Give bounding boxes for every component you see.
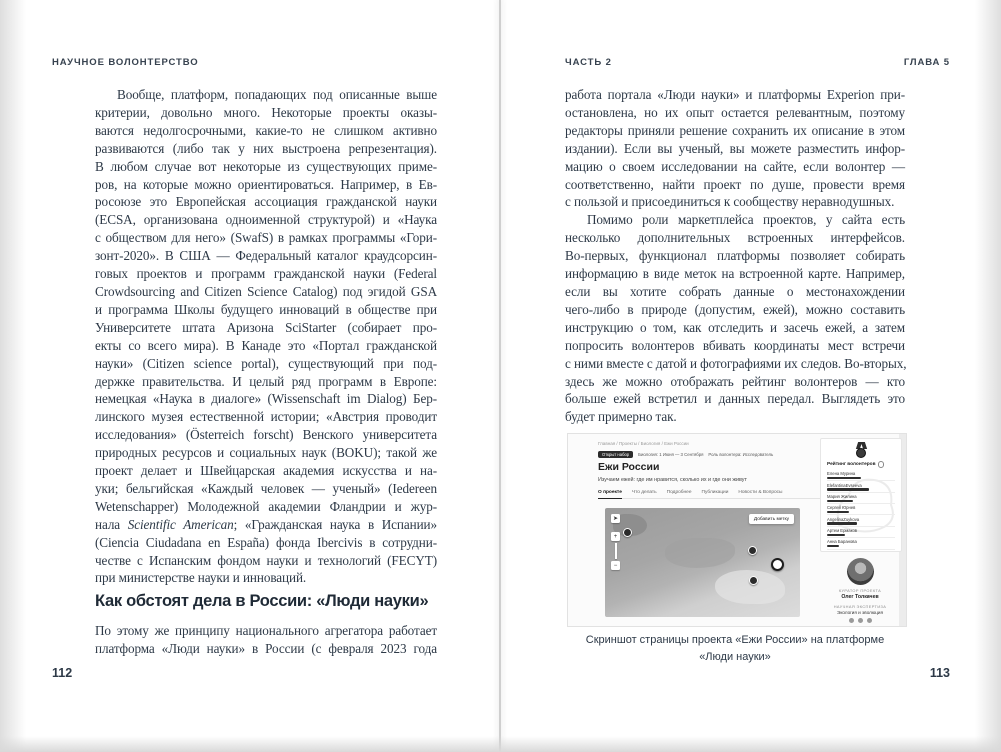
text-line: Во-первых, функционал платформы позволяет собирать [565, 248, 905, 264]
text-line: нала Scientific American; «Гражданская наука в Испании» [95, 516, 437, 532]
expertise-label: НАУЧНАЯ ЭКСПЕРТИЗА [833, 604, 887, 609]
website-screenshot [567, 433, 907, 627]
project-subtitle: Изучаем ежей: где им нравится, сколько их и где они живут [598, 477, 747, 483]
text-line: природных ресурсов и социальных наук (BOKU); такой же [95, 445, 437, 461]
left-page-paragraph-1 [95, 86, 437, 587]
section-heading: Как обстоят дела в России: «Люди науки» [95, 592, 429, 610]
volunteer-row [827, 493, 895, 504]
text-line: говых проектов и программ гражданской науки (Federal [95, 266, 437, 282]
volunteer-row [827, 538, 895, 549]
text-line: издании). Если вы ученый, вы можете разместить инфор- [565, 140, 905, 156]
map-terrain-patch [665, 538, 735, 568]
text-line: зонт-2020». В США — Федеральный каталог краудсорсин- [95, 248, 437, 264]
text-line: честве с Испанским фондом науки и технологий (FECYT) [95, 552, 437, 568]
right-page-paragraph-1 [565, 86, 905, 211]
text-line: росоюзе это Европейская ассоциация гражданской науки [95, 194, 437, 210]
page-number-left: 112 [52, 666, 73, 680]
text-line: Wetenschapper) Молодежной академии Фландрии и жур- [95, 498, 437, 514]
page-edge-left [0, 0, 26, 752]
left-page-paragraph-2 [95, 622, 437, 658]
text-line: при министерстве науки и инноваций. [95, 570, 307, 586]
zoom-in-icon: + [611, 532, 620, 541]
text-line: мацию о своем исследовании на сайте, если волонтер — [565, 158, 905, 174]
map-marker [748, 546, 757, 555]
volunteer-score-bar [827, 522, 857, 524]
volunteer-name: Сергей Юрнев [827, 505, 856, 511]
text-line: инструкцию о том, как отследить и засечь ежей, а затем [565, 319, 905, 335]
medal-icon [855, 442, 867, 457]
partner-logo-icon [867, 618, 872, 623]
map-marker [623, 528, 632, 537]
text-line: остановлена, но их опыт остается релевантным, поэтому [565, 104, 905, 120]
rating-title-label: Рейтинг волонтеров [827, 461, 876, 467]
info-icon [878, 461, 885, 468]
expertise-organization: Экология и эволюция [837, 610, 883, 615]
text-line: с обществом для него» (SwafS) в рамках программы «Гори- [95, 230, 437, 246]
text-line: По этому же принципу национального агрегатора работает [95, 623, 437, 638]
text-line: ваются недолгосрочными, какие-то не слишком активно [95, 122, 437, 138]
project-tabs [598, 490, 830, 499]
right-page-paragraph-2 [565, 211, 905, 426]
text-line: если вы хотите собрать данные о местонахождении [565, 283, 905, 299]
text-line: немецкая «Наука в диалоге» (Wissenschaft im Dialog) Бер- [95, 391, 437, 407]
page-gutter [499, 0, 501, 752]
text-line: науки» (Citizen science portal), существующий при под- [95, 355, 437, 371]
text-line: (ECSA, организована одноименной структурой) и «Наука [95, 212, 437, 228]
text-line: работа портала «Люди науки» и платформы Experion при- [565, 87, 905, 102]
text-line: попросить волонтеров вбивать координаты мест встречи [565, 337, 905, 353]
partner-logo-icon [858, 618, 863, 623]
project-dates: Биология: 1 Июня — 3 Сентября [638, 451, 704, 457]
volunteer-score-bar [827, 545, 839, 547]
text-line: линского музея естественной истории; «Австрия проводит [95, 409, 437, 425]
tab-item: Новости & Вопросы [738, 490, 783, 495]
running-head-part: ЧАСТЬ 2 [565, 57, 612, 68]
text-line: (Ciencia Ciudadana en España) фонда Ibercivis в сотрудни- [95, 534, 437, 550]
text-line: будет примерно так. [565, 409, 677, 425]
curator-label: КУРАТОР ПРОЕКТА [838, 588, 882, 593]
text-line: с пользой и присоединиться к сообществу неравнодушных. [565, 194, 895, 210]
breadcrumb: Главная / Проекты / Биология / Ежи России [598, 441, 689, 446]
tab-item: Что делать [631, 490, 657, 495]
tab-active: О проекте [598, 490, 622, 499]
add-marker-button: Добавить метку [749, 514, 794, 524]
text-line: Университете штата Аризона SciStarter (собирает про- [95, 319, 437, 335]
volunteer-name: ElefantinaEvseeva [827, 482, 862, 488]
text-line: Crowdsourcing and Citizen Science Catalog) под эгидой GSA [95, 283, 437, 299]
text-line: В любом случае вот некоторые из существующих приме- [95, 158, 437, 174]
text-line: редакторы приняли решение сохранить их описание в этом [565, 122, 905, 138]
page-number-right: 113 [929, 666, 950, 680]
status-badge: Открыт набор [598, 451, 633, 458]
volunteer-list [827, 470, 895, 550]
volunteer-name: Мария Жилина [827, 493, 857, 499]
volunteer-score-bar [827, 511, 849, 513]
partner-logo-icon [849, 618, 854, 623]
volunteer-row [827, 527, 895, 538]
project-title: Ежи России [598, 461, 660, 473]
volunteer-score-bar [827, 534, 845, 536]
map-terrain-patch [715, 570, 785, 604]
volunteer-row [827, 515, 895, 526]
text-line: чего-либо в природе (допустим, ежей), можно составить [565, 301, 905, 317]
text-line: Вообще, платформ, попадающих под описанные выше [117, 87, 437, 102]
tab-item: Подробнее [666, 490, 692, 495]
volunteer-row [827, 504, 895, 515]
text-line: исследования» (Österreich forscht) Венского университета [95, 427, 437, 443]
text-line: больше ежей встретил и данных передал. Выглядеть это [565, 391, 905, 407]
volunteer-name: Елена Мурина [827, 471, 856, 477]
volunteer-name: Артем Ермаков [827, 527, 858, 533]
figure-caption [565, 632, 905, 666]
running-head-left-page: НАУЧНОЕ ВОЛОНТЕРСТВО [52, 57, 199, 68]
running-head-chapter: ГЛАВА 5 [903, 57, 950, 68]
text-line: здесь же можно отображать рейтинг волонтеров — кто [565, 373, 905, 389]
page-edge-right [975, 0, 1001, 752]
zoom-out-icon: − [611, 561, 620, 570]
volunteer-rating-card [820, 438, 902, 552]
map-marker [749, 576, 758, 585]
text-line: развиваются (либо так у них выстроена репрезентация). [95, 140, 437, 156]
project-badges [598, 450, 773, 458]
partner-logos [820, 618, 900, 623]
volunteer-role: Роль волонтера: Исследователь [708, 451, 774, 457]
right-page-text [565, 86, 905, 426]
zoom-slider [615, 543, 617, 559]
tab-item: Публикации [701, 490, 729, 495]
text-line: информацию в виде меток на встроенной карте. Например, [565, 266, 905, 282]
text-line: екты со всего мира). В Канаде это «Портал гражданской [95, 337, 437, 353]
volunteer-score-bar [827, 500, 853, 502]
caption-line: Скриншот страницы проекта «Ежи России» на платформе [585, 634, 885, 646]
rating-title [827, 461, 884, 468]
text-line: с ними вместе с датой и фотографиями их следов. Во-вторых, [565, 355, 907, 371]
caption-line: «Люди науки» [699, 651, 771, 663]
volunteer-score-bar [827, 477, 861, 479]
volunteer-row [827, 470, 895, 481]
volunteer-name: AngelinaZuykova [827, 516, 860, 522]
volunteer-score-bar [827, 488, 869, 490]
text-line: уки; бельгийская «Каждый человек — ученый» (Iedereen [95, 480, 437, 496]
volunteer-row [827, 481, 895, 492]
project-map [605, 508, 800, 617]
text-line: несколько дополнительных встроенных интерфейсов. [565, 230, 905, 246]
text-line: и программа Школы будущего инноваций в обществе при [95, 301, 437, 317]
text-line: Помимо роли маркетплейса проектов, у сайта есть [587, 212, 905, 228]
text-line: ров, на которые можно ориентироваться. Например, в Ев- [95, 176, 437, 192]
volunteer-name: Анна Баранова [827, 539, 857, 545]
text-line: соответственно, найти проект по душе, провести время [565, 176, 905, 192]
map-marker-selected [771, 558, 784, 571]
curator-avatar [847, 558, 874, 585]
curator-block [820, 558, 900, 623]
text-line: проект делает и Швейцарская академия искусства и на- [95, 463, 437, 479]
curator-name: Олег Толкачев [841, 594, 879, 600]
text-line: держке правительства. И целый ряд программ в Европе: [95, 373, 437, 389]
locate-icon: ➤ [612, 515, 619, 522]
text-line: платформа «Люди науки» в России (с февраля 2023 года [95, 640, 437, 656]
text-line: критерии, довольно много. Некоторые проекты оказы- [95, 104, 437, 120]
